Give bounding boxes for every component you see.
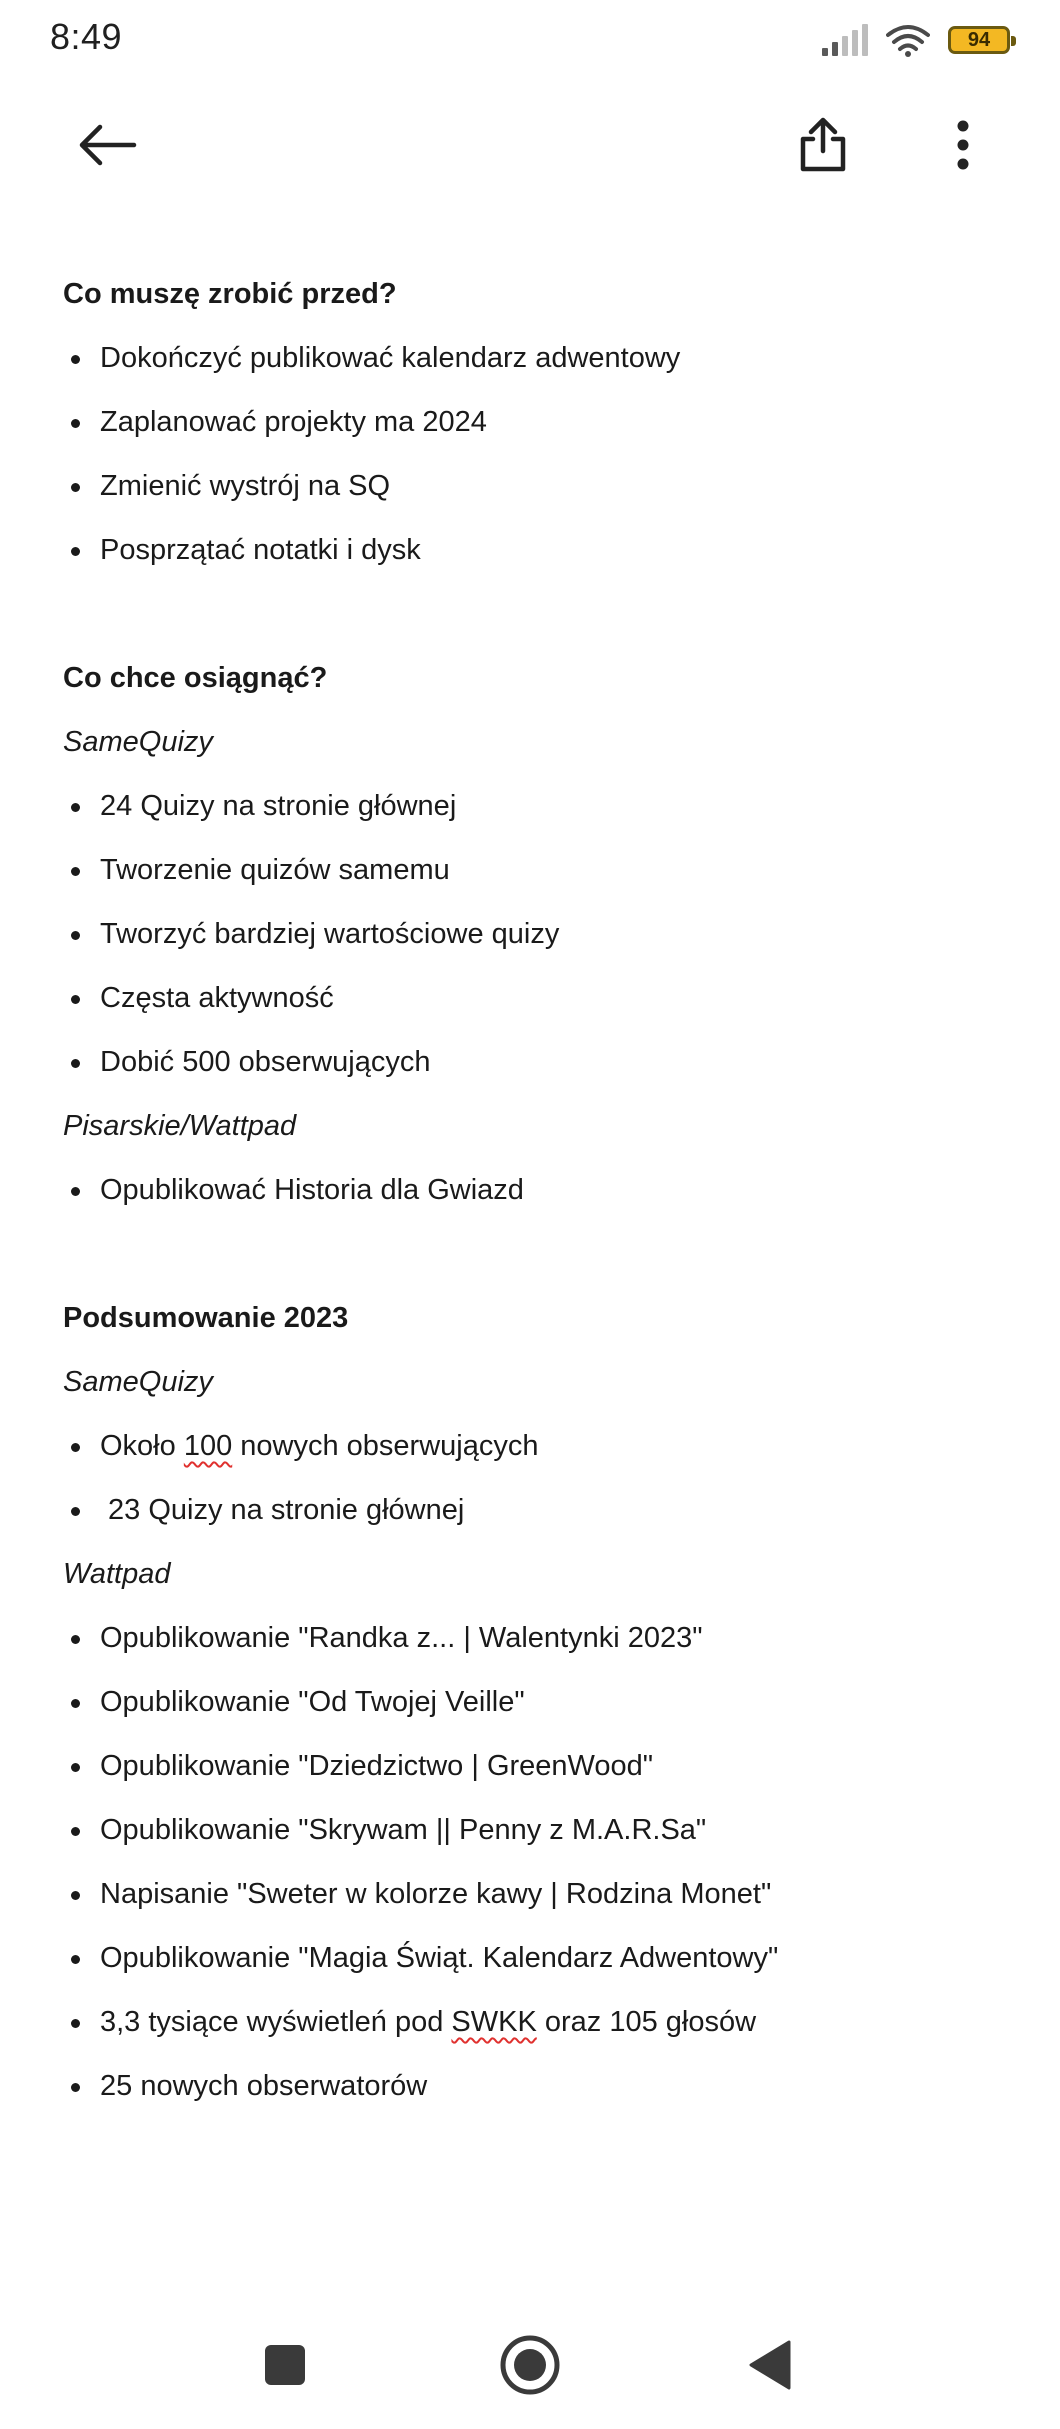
- text-segment: Około: [100, 1430, 184, 1462]
- list-item: Częsta aktywność: [63, 966, 1003, 1030]
- subheading-samequizy: SameQuizy: [63, 726, 213, 758]
- text-segment: nowych obserwujących: [232, 1430, 539, 1462]
- list-item: [63, 1990, 1003, 2054]
- list-item: Opublikowanie "Magia Świąt. Kalendarz Adwentowy": [63, 1926, 1003, 1990]
- list-item: 23 Quizy na stronie głównej: [63, 1478, 1003, 1542]
- share-icon: [797, 117, 849, 173]
- subheading-wattpad: Wattpad: [63, 1558, 171, 1590]
- subheading-wattpad: Pisarskie/Wattpad: [63, 1110, 297, 1142]
- spellcheck-flagged-word[interactable]: SWKK: [451, 2006, 537, 2038]
- circle-home-icon: [499, 2334, 561, 2396]
- section-heading-before: Co muszę zrobić przed?: [63, 278, 397, 310]
- list-item: Opublikowanie "Dziedzictwo | GreenWood": [63, 1734, 1003, 1798]
- list-item: Opublikowanie "Od Twojej Veille": [63, 1670, 1003, 1734]
- goals-samequizy-list: [63, 774, 1003, 1094]
- section-heading-summary: Podsumowanie 2023: [63, 1302, 349, 1334]
- list-item: Zaplanować projekty ma 2024: [63, 390, 1003, 454]
- status-bar: [0, 0, 1060, 80]
- subheading-samequizy: SameQuizy: [63, 1366, 213, 1398]
- list-item: Posprzątać notatki i dysk: [63, 518, 1003, 582]
- home-button[interactable]: [485, 2320, 575, 2410]
- share-button[interactable]: [778, 100, 868, 190]
- spellcheck-flagged-word[interactable]: 100: [183, 1430, 233, 1462]
- recents-button[interactable]: [240, 2320, 330, 2410]
- more-options-button[interactable]: [918, 100, 1008, 190]
- square-icon: [263, 2343, 307, 2387]
- text-segment: 3,3 tysiące wyświetleń pod: [100, 2006, 452, 2038]
- list-item: Opublikowanie "Skrywam || Penny z M.A.R.Sa": [63, 1798, 1003, 1862]
- section-heading-goals: Co chce osiągnąć?: [63, 662, 328, 694]
- before-list: [63, 326, 1003, 582]
- list-item: Zmienić wystrój na SQ: [63, 454, 1003, 518]
- status-icons: [822, 20, 1010, 60]
- list-item: Opublikować Historia dla Gwiazd: [63, 1158, 1003, 1222]
- summary-samequizy-list: [63, 1414, 1003, 1542]
- list-item: Dobić 500 obserwujących: [63, 1030, 1003, 1094]
- note-content[interactable]: [63, 262, 1003, 2118]
- list-item: 24 Quizy na stronie głównej: [63, 774, 1003, 838]
- list-item: Napisanie "Sweter w kolorze kawy | Rodzina Monet": [63, 1862, 1003, 1926]
- list-item: Dokończyć publikować kalendarz adwentowy: [63, 326, 1003, 390]
- list-item: Tworzenie quizów samemu: [63, 838, 1003, 902]
- text-segment: oraz 105 głosów: [536, 2006, 757, 2038]
- app-bar: [0, 100, 1060, 190]
- blank-line: [63, 1222, 1003, 1286]
- list-item: 25 nowych obserwatorów: [63, 2054, 1003, 2118]
- summary-wattpad-list: [63, 1606, 1003, 2118]
- arrow-left-icon: [76, 123, 138, 167]
- more-vertical-icon: [955, 120, 971, 170]
- system-back-button[interactable]: [725, 2320, 815, 2410]
- triangle-back-icon: [747, 2339, 793, 2391]
- goals-wattpad-list: [63, 1158, 1003, 1222]
- system-nav-bar: [0, 2300, 1060, 2429]
- back-button[interactable]: [62, 100, 152, 190]
- list-item: [63, 1414, 1003, 1478]
- list-item: Tworzyć bardziej wartościowe quizy: [63, 902, 1003, 966]
- status-time: 8:49: [50, 16, 123, 57]
- wifi-icon: [886, 23, 930, 57]
- list-item: Opublikowanie "Randka z... | Walentynki 2023": [63, 1606, 1003, 1670]
- battery-indicator: 94: [948, 26, 1010, 54]
- blank-line: [63, 582, 1003, 646]
- signal-icon: [822, 24, 868, 56]
